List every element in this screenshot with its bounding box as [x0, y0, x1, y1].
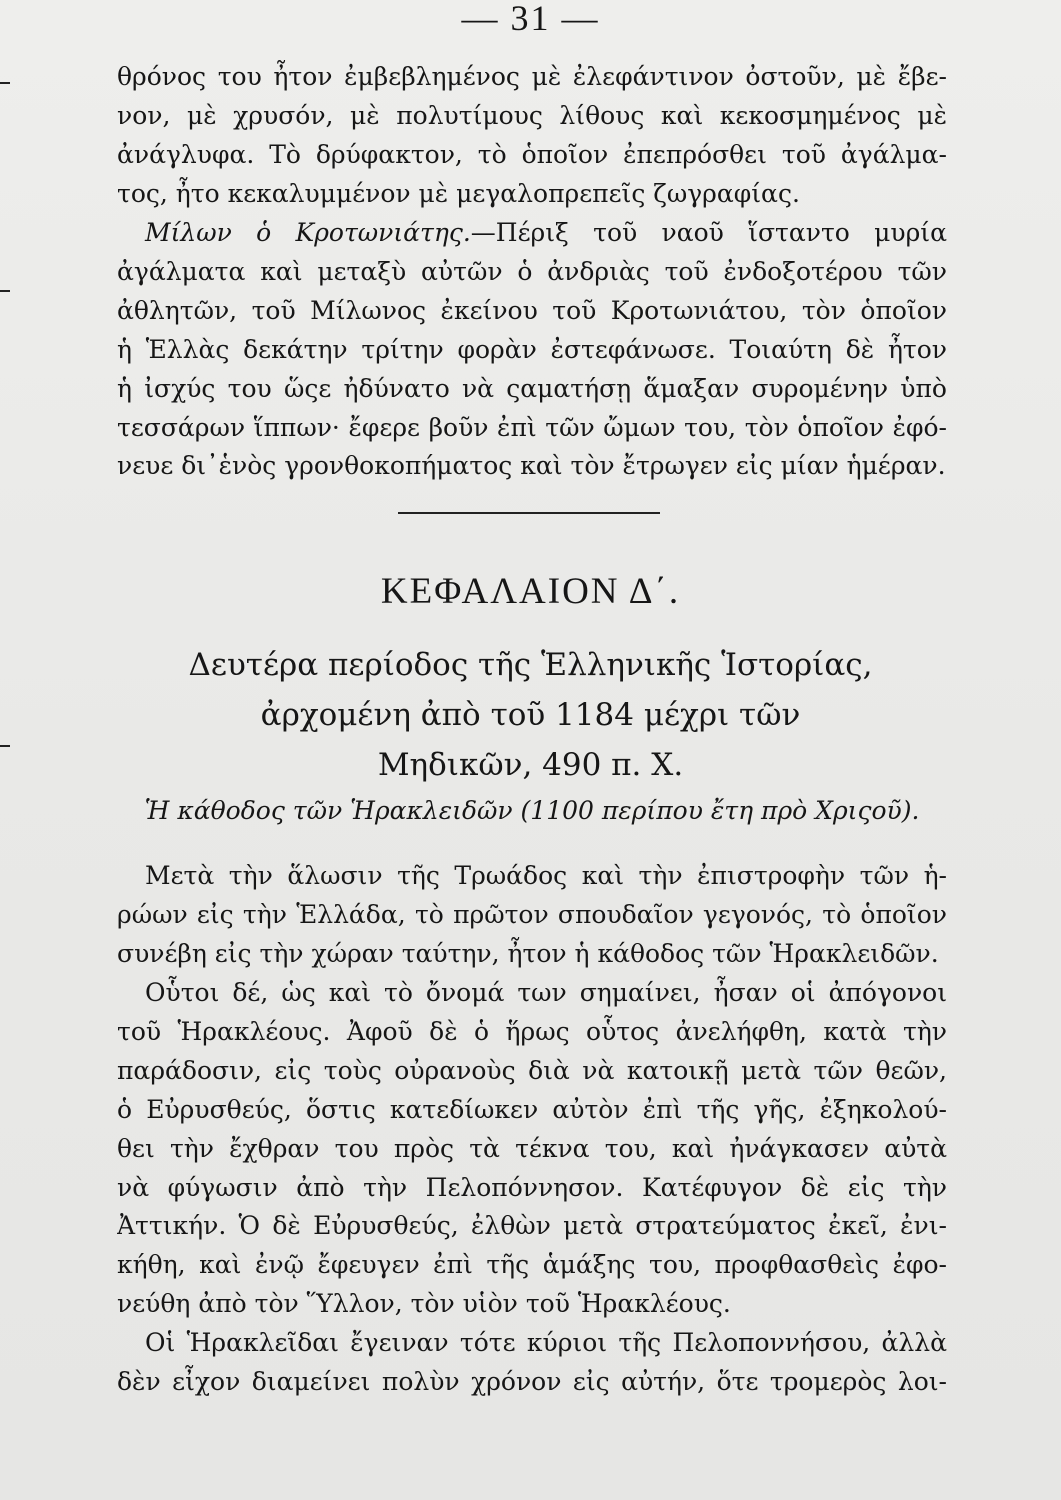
text-line: Μετὰ τὴν ἅλωσιν τῆς Τρωάδος καὶ τὴν ἐπιστροφὴν τῶν ἡ- [145, 861, 947, 890]
text-line: δὲν εἶχον διαμείνει πολὺν χρόνον εἰς αὐτήν, ὅτε τρομερὸς λοι- [117, 1366, 947, 1396]
page-number: — 31 — [461, 0, 600, 38]
text-line: Οἱ Ἡρακλεῖδαι ἔγειναν τότε κύριοι τῆς Πελοποννήσου, ἀλλὰ [145, 1328, 947, 1357]
milon-heading: Μίλων ὁ Κροτωνιάτης. [145, 218, 471, 247]
paragraph-1 [117, 58, 947, 214]
text-line: Οὗτοι δέ, ὡς καὶ τὸ ὄνομά των σημαίνει, ἦσαν οἱ ἀπόγονοι [145, 978, 947, 1007]
text-line: ἡ Ἑλλὰς δεκάτην τρίτην φορὰν ἐστεφάνωσε. Τοιαύτη δὲ ἦτον [117, 334, 947, 364]
subtitle-line: Μηδικῶν, 490 π. Χ. [377, 747, 684, 783]
text-line: θει τὴν ἔχθραν του πρὸς τὰ τέκνα του, καὶ ἠνάγκασεν αὐτὰ [117, 1133, 947, 1163]
text-line [117, 214, 947, 253]
margin-mark [0, 82, 10, 84]
text-line: ἀνάγλυφα. Τὸ δρύφακτον, τὸ ὁποῖον ἐπεπρόσθει τοῦ ἀγάλμα- [117, 139, 947, 169]
text-fragment: —Πέριξ τοῦ ναοῦ ἵσταντο μυρία [470, 218, 947, 247]
text-line: παράδοσιν, εἰς τοὺς οὐρανοὺς διὰ νὰ κατοικῇ μετὰ τῶν θεῶν, [117, 1055, 947, 1085]
text-line: τοῦ Ἡρακλέους. Ἀφοῦ δὲ ὁ ἥρως οὗτος ἀνελήφθη, κατὰ τὴν [117, 1016, 947, 1046]
subtitle-line: ἀρχομένη ἀπὸ τοῦ 1184 μέχρι τῶν [260, 697, 801, 733]
subtitle-line: Δευτέρα περίοδος τῆς Ἑλληνικῆς Ἱστορίας, [188, 647, 873, 683]
text-line: νευε δι᾽ἑνὸς γρονθοκοπήματος καὶ τὸν ἔτρωγεν εἰς μίαν ἡμέραν. [117, 451, 946, 481]
chapter-title: ΚΕΦΑΛΑΙΟΝ Δ΄. [380, 571, 681, 612]
text-line: ρώων εἰς τὴν Ἑλλάδα, τὸ πρῶτον σπουδαῖον γεγονός, τὸ ὁποῖον [117, 899, 947, 929]
chapter-subtitle [0, 640, 1061, 790]
paragraph-4 [117, 974, 947, 1324]
paragraph-2 [117, 214, 947, 486]
text-line: κήθη, καὶ ἐνῷ ἔφευγεν ἐπὶ τῆς ἁμάξης του, προφθασθεὶς ἐφο- [117, 1250, 947, 1280]
paragraph-5 [117, 1324, 947, 1402]
text-line: νὰ φύγωσιν ἀπὸ τὴν Πελοπόννησον. Κατέφυγον δὲ εἰς τὴν [117, 1172, 947, 1202]
text-line: ὁ Εὐρυσθεύς, ὅστις κατεδίωκεν αὐτὸν ἐπὶ τῆς γῆς, ἐξηκολού- [117, 1094, 947, 1124]
text-line: ἀγάλματα καὶ μεταξὺ αὐτῶν ὁ ἀνδριὰς τοῦ ἐνδοξοτέρου τῶν [117, 256, 947, 286]
paragraph-3 [117, 857, 947, 974]
text-line: ἀθλητῶν, τοῦ Μίλωνος ἐκείνου τοῦ Κροτωνιάτου, τὸν ὁποῖον [117, 295, 947, 325]
text-line: νον, μὲ χρυσόν, μὲ πολυτίμους λίθους καὶ κεκοσμημένος μὲ [117, 100, 947, 130]
text-line: θρόνος του ἦτον ἐμβεβλημένος μὲ ἐλεφάντινον ὀστοῦν, μὲ ἔβε- [117, 62, 947, 91]
text-line: νεύθη ἀπὸ τὸν Ὕλλον, τὸν υἱὸν τοῦ Ἡρακλέους. [117, 1289, 731, 1319]
section-heading: Ἡ κάθοδος τῶν Ἡρακλειδῶν (1100 περίπου ἔτη πρὸ Χριςοῦ). [144, 796, 920, 825]
text-line: τος, ἦτο κεκαλυμμένον μὲ μεγαλοπρεπεῖς ζωγραφίας. [117, 178, 800, 208]
text-line: τεσσάρων ἵππων· ἔφερε βοῦν ἐπὶ τῶν ὤμων του, τὸν ὁποῖον ἐφό- [117, 412, 947, 442]
text-line: συνέβη εἰς τὴν χώραν ταύτην, ἦτον ἡ κάθοδος τῶν Ἡρακλειδῶν. [117, 938, 939, 968]
margin-mark [0, 290, 10, 292]
text-line: ἡ ἰσχύς του ὥςε ἠδύνατο νὰ ςαματήσῃ ἅμαξαν συρομένην ὑπὸ [117, 373, 947, 403]
section-divider [398, 512, 660, 514]
text-line: Ἀττικήν. Ὁ δὲ Εὐρυσθεύς, ἐλθὼν μετὰ στρατεύματος ἐκεῖ, ἐνι- [117, 1211, 947, 1241]
